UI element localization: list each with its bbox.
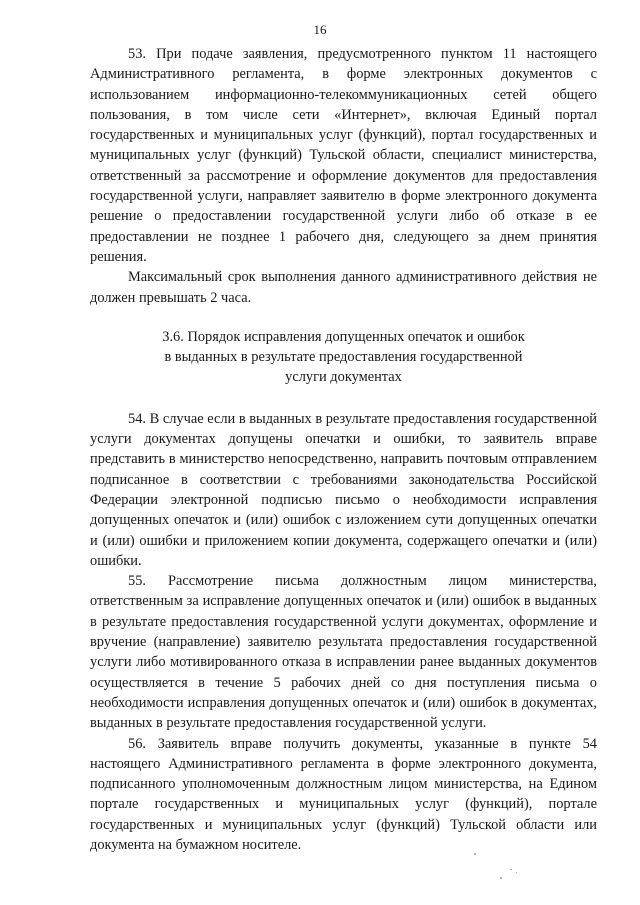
paragraph-54: 54. В случае если в выданных в результате предоставления государственной услуги документах допущены опечатки и ошибки, то заявитель вправе представить в министерство непосредственно, направить почтовым отправлением подписанное в соответствии с требованиями законодательства Российской Федерации электронной подписью письмо о необходимости исправления допущенных опечаток и (или) ошибок с изложением сути допущенных опечатки и (или) ошибки и приложением копии документа, содержащего опечатки и (или) ошибки. bbox=[90, 410, 597, 569]
page-number: 16 bbox=[313, 22, 327, 37]
paragraph-max-duration: Максимальный срок выполнения данного административного действия не должен превышать 2 часа. bbox=[90, 269, 597, 306]
scan-artifacts bbox=[470, 845, 530, 885]
document-body bbox=[90, 44, 597, 855]
paragraph-55: 55. Рассмотрение письма должностным лицом министерства, ответственным за исправление допущенных опечаток и (или) ошибок в выданных в результате предоставления государственной услуги документах, оформление и вручение (направление) заявителю результата предоставления государственной услуги либо мотивированного отказа в исправлении ранее выданных документов осуществляется в течение 5 рабочих дней со дня поступления письма о необходимости исправления допущенных опечаток и (или) ошибок в документах, выданных в результате предоставления государственной услуги. bbox=[90, 573, 597, 732]
paragraph-53: 53. При подаче заявления, предусмотренного пунктом 11 настоящего Административного регламента, в форме электронных документов с использованием информационно-телекоммуникационных сетей общего пользования, в том числе сети «Интернет», включая Единый портал государственных и муниципальных услуг (функций), портал государственных и муниципальных услуг (функций) Тульской области, специалист министерства, ответственный за рассмотрение и оформление документов для предоставления государственной услуги, направляет заявителю в форме электронного документа решение о предоставлении государственной услуги либо об отказе в ее предоставлении не позднее 1 рабочего дня, следующего за днем принятия решения. bbox=[90, 46, 597, 265]
paragraph-56: 56. Заявитель вправе получить документы, указанные в пункте 54 настоящего Административного регламента в форме электронного документа, подписанного уполномоченным должностным лицом министерства, на Едином портале государственных и муниципальных услуг (функций), портале государственных и муниципальных услуг (функций) Тульской области или документа на бумажном носителе. bbox=[90, 735, 597, 853]
section-heading-3-6 bbox=[90, 327, 597, 388]
section-heading-line: услуги документах bbox=[285, 369, 402, 386]
section-heading-line: 3.6. Порядок исправления допущенных опечаток и ошибок bbox=[162, 328, 525, 345]
section-heading-line: в выданных в результате предоставления государственной bbox=[164, 349, 523, 366]
